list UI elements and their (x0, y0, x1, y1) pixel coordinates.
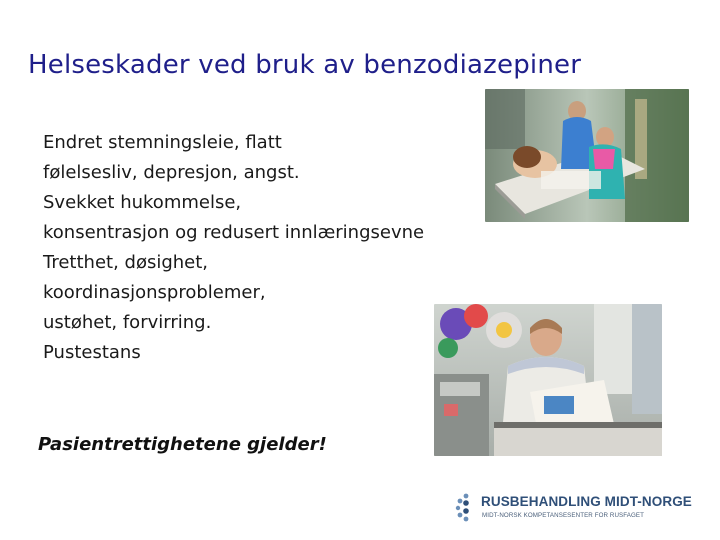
body-line: ustøhet, forvirring. (43, 312, 212, 333)
body-line: følelsesliv, depresjon, angst. (43, 162, 300, 183)
slide-title: Helseskader ved bruk av benzodiazepiner (28, 50, 582, 80)
patient-reading-photo (434, 304, 662, 456)
dot-cluster-icon (455, 492, 477, 522)
organization-name: RUSBEHANDLING MIDT-NORGE (481, 494, 692, 509)
body-line: koordinasjonsproblemer, (43, 282, 266, 303)
body-line: Svekket hukommelse, (43, 192, 242, 213)
organization-logo (455, 492, 695, 524)
hospital-stretcher-photo (485, 89, 689, 222)
body-text (43, 128, 424, 368)
rights-note: Pasientrettighetene gjelder! (38, 434, 327, 455)
body-line: Endret stemningsleie, flatt (43, 132, 282, 153)
body-line: Pustestans (43, 342, 141, 363)
organization-subtitle: MIDT-NORSK KOMPETANSESENTER FOR RUSFAGET (482, 512, 645, 519)
body-line: konsentrasjon og redusert innlæringsevne (43, 222, 425, 243)
body-line: Tretthet, døsighet, (43, 252, 209, 273)
